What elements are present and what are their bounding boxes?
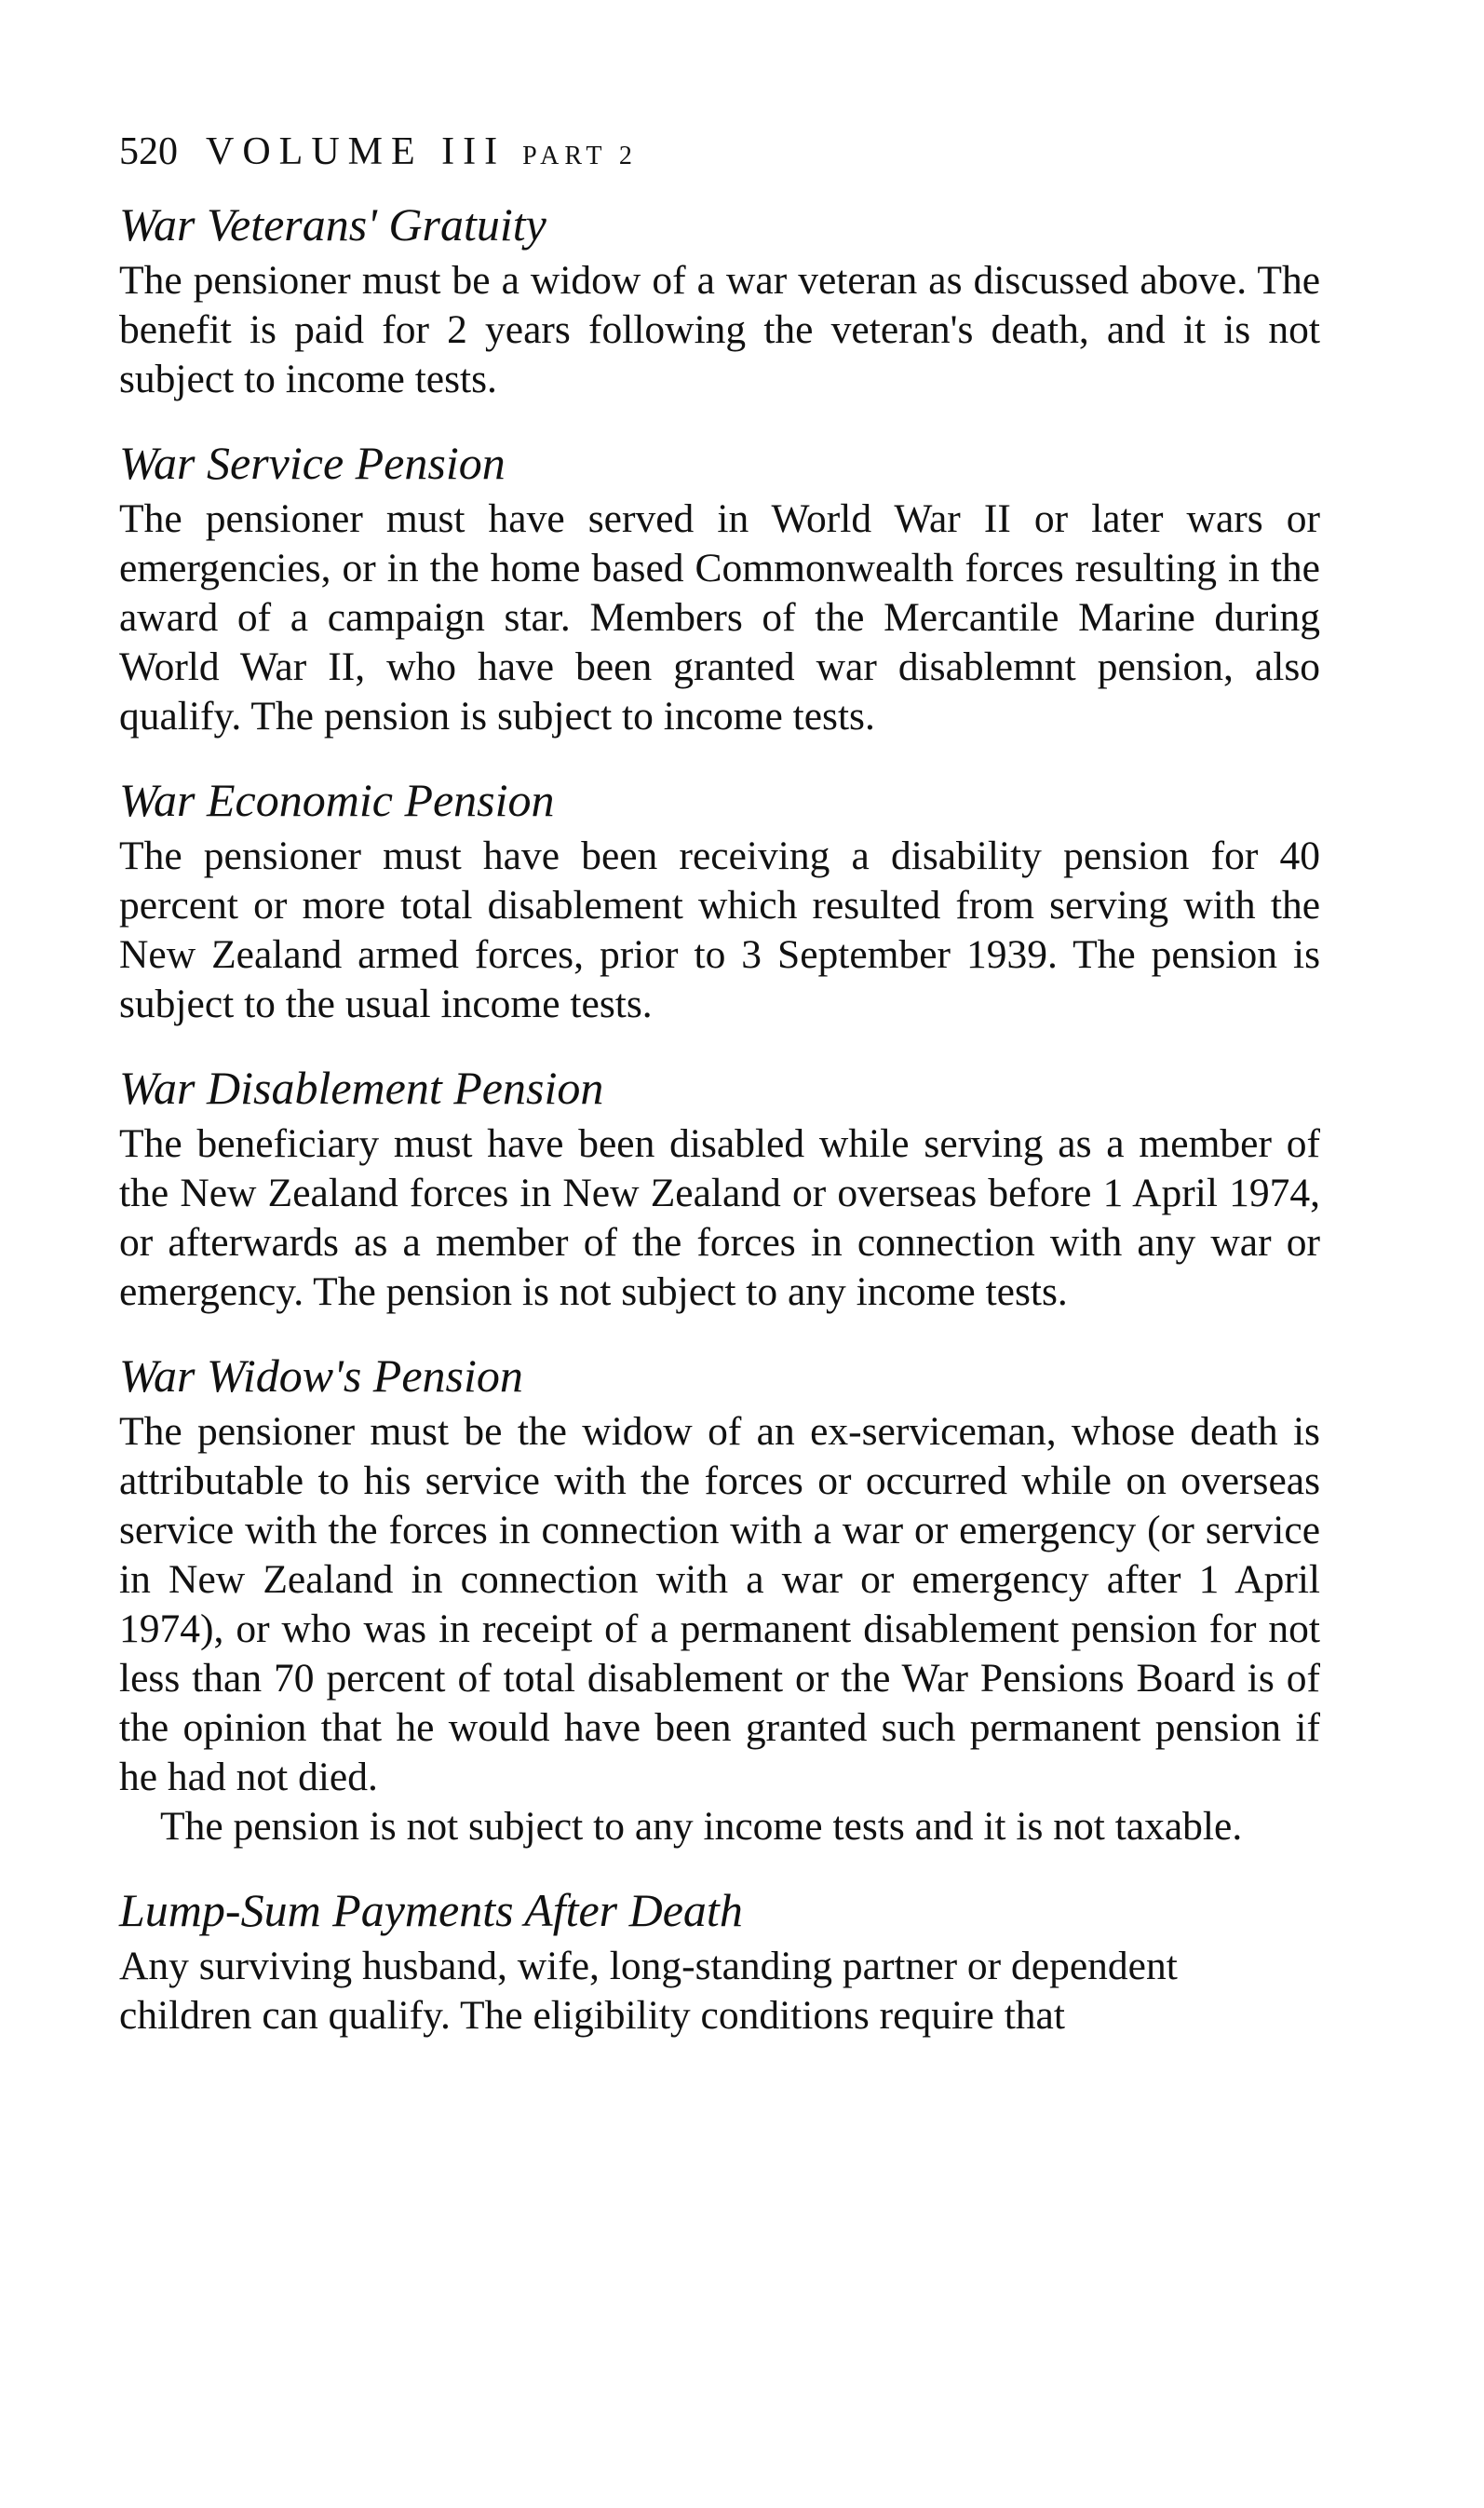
section-paragraph: The pensioner must have been receiving a disability pension for 40 percent or more total disablement which resulted from serving with the New Zealand armed forces, prior to 3 September 1939. The pension is subject to the usual income tests. (119, 834, 1320, 1027)
running-head (119, 130, 1320, 173)
section-heading: Lump-Sum Payments After Death (119, 1884, 743, 1937)
section-heading: War Disablement Pension (119, 1062, 604, 1115)
section-war-service-pension (119, 438, 1320, 741)
page-number: 520 (119, 130, 178, 173)
section-war-disablement-pension (119, 1063, 1320, 1317)
section-heading: War Service Pension (119, 437, 506, 490)
section-paragraph: The pensioner must be a widow of a war veteran as discussed above. The benefit is paid for 2 years following the veteran's death, and it is not subject to income tests. (119, 258, 1320, 402)
section-war-widows-pension (119, 1350, 1320, 1851)
section-paragraph: The pension is not subject to any income tests and it is not taxable. (160, 1804, 1243, 1850)
section-paragraph: The pensioner must be the widow of an ex-serviceman, whose death is attributable to his service with the forces or occurred while on overseas service with the forces in connection with a war or emergency (or service in New Zealand in connection with a war or emergency after 1 April 1974), or who was in receipt of a permanent disablement pension for not less than 70 percent of total disablement or the War Pensions Board is of the opinion that he would have been granted such permanent pension if he had not died. (119, 1409, 1320, 1800)
section-war-veterans-gratuity (119, 199, 1320, 404)
volume-label: VOLUME III (206, 130, 506, 173)
section-lump-sum-payments (119, 1885, 1320, 2040)
section-heading: War Widow's Pension (119, 1349, 523, 1403)
section-war-economic-pension (119, 775, 1320, 1029)
section-paragraph: The beneficiary must have been disabled while serving as a member of the New Zealand forces in New Zealand or overseas before 1 April 1974, or afterwards as a member of the forces in connection with any war or emergency. The pension is not subject to any income tests. (119, 1121, 1320, 1315)
part-label: PART 2 (522, 142, 638, 170)
section-paragraph: The pensioner must have served in World War II or later wars or emergencies, or in the home based Commonwealth forces resulting in the award of a campaign star. Members of the Mercantile Marine during World War II, who have been granted war disablemnt pension, also qualify. The pension is subject to income tests. (119, 496, 1320, 739)
section-heading: War Veterans' Gratuity (119, 198, 546, 251)
section-paragraph: Any surviving husband, wife, long-standing partner or dependent children can qualify. The eligibility conditions require that (119, 1944, 1178, 2039)
book-page (119, 130, 1320, 2074)
section-heading: War Economic Pension (119, 774, 555, 827)
